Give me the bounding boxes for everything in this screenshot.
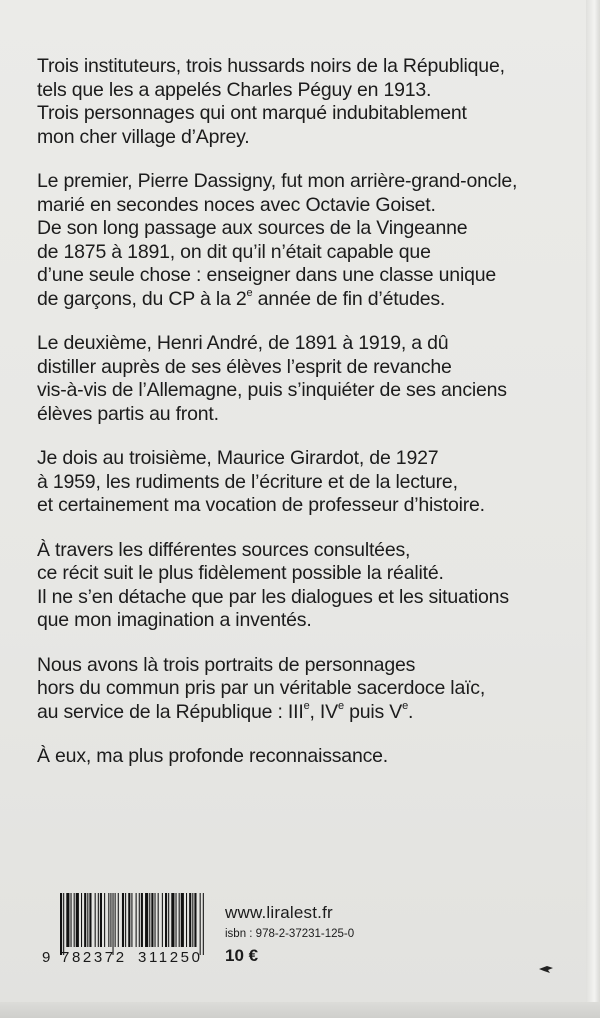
text-line: ce récit suit le plus fidèlement possible la réalité. (37, 562, 444, 584)
text-fragment: année de fin d’études. (252, 287, 446, 310)
barcode-bar (179, 893, 180, 947)
text-line: Trois personnages qui ont marqué indubitablement (37, 102, 467, 124)
barcode-bar (113, 893, 114, 955)
barcode-bar (81, 893, 82, 947)
barcode-bar (149, 893, 150, 947)
ink-mark (538, 964, 554, 974)
barcode-bar (89, 893, 91, 947)
text-fragment: , IV (309, 700, 338, 723)
text-fragment: puis V (343, 700, 403, 723)
paragraph-3 (37, 332, 557, 426)
text-line: Le premier, Pierre Dassigny, fut mon arrière-grand-oncle, (37, 170, 518, 192)
barcode-bar (74, 893, 75, 947)
barcode-bar (203, 893, 204, 955)
cover-bottom-edge (0, 1002, 600, 1018)
isbn-number: isbn : 978-2-37231-125-0 (225, 928, 355, 940)
barcode-bar (189, 893, 191, 947)
cover-fold-edge (586, 0, 600, 1018)
barcode-bar (158, 893, 159, 947)
isbn-barcode (42, 893, 217, 971)
barcode-bar (118, 893, 119, 947)
barcode-bar (115, 893, 116, 947)
text-fragment: . (408, 700, 414, 723)
paragraph-7 (37, 745, 557, 769)
text-line: mon cher village d’Aprey. (37, 125, 250, 148)
barcode-bar (139, 893, 140, 947)
barcode-bar (71, 893, 72, 947)
text-line: et certainement ma vocation de professeur d’histoire. (37, 494, 485, 516)
barcode-left-group: 782372 (61, 949, 127, 966)
text-line: Nous avons là trois portraits de personnages (37, 653, 416, 676)
barcode-bar (171, 893, 174, 947)
paragraph-5 (37, 539, 557, 633)
barcode-bar (155, 893, 156, 947)
barcode-bar (192, 893, 193, 947)
barcode-bar (131, 893, 132, 947)
text-fragment: au service de la République : III (37, 700, 304, 723)
paragraph-2 (37, 170, 557, 311)
barcode-bar (125, 893, 126, 947)
paragraph-6 (37, 654, 557, 725)
barcode-bar (151, 893, 153, 947)
barcode-bar (122, 893, 124, 947)
paragraph-1 (37, 55, 557, 149)
text-line: vis-à-vis de l’Allemagne, puis s’inquiéter de ses anciens (37, 379, 507, 401)
barcode-bar (162, 893, 163, 947)
barcode-bar (100, 893, 102, 947)
barcode-bar (128, 893, 130, 947)
ordinal-superscript: e (337, 700, 344, 712)
text-line: élèves partis au front. (37, 402, 219, 425)
text-line: hors du commun pris par un véritable sacerdoce laïc, (37, 677, 486, 699)
text-line: Il ne s’en détache que par les dialogues et les situations (37, 585, 509, 608)
text-line: d’une seule chose : enseigner dans une classe unique (37, 264, 497, 286)
text-line: marié en secondes noces avec Octavie Goiset. (37, 193, 436, 216)
barcode-bar (87, 893, 88, 947)
barcode-bar (98, 893, 99, 947)
barcode-bar (168, 893, 169, 947)
barcode-bar (165, 893, 167, 947)
barcode-bar (108, 893, 109, 947)
text-line: tels que les a appelés Charles Péguy en 1913. (37, 78, 432, 101)
barcode-bar (76, 893, 79, 947)
barcode-bars (52, 893, 212, 955)
barcode-bar (194, 893, 196, 947)
barcode-bar (110, 893, 111, 947)
text-line: Le deuxième, Henri André, de 1891 à 1919, a dû (37, 332, 449, 354)
text-line: de 1875 à 1891, on dit qu’il n’était capable que (37, 240, 431, 263)
barcode-bar (95, 893, 96, 947)
publisher-info (225, 903, 354, 966)
barcode-bar (63, 893, 64, 955)
barcode-bar (141, 893, 143, 947)
ordinal-superscript: e (402, 700, 409, 712)
barcode-bar (84, 893, 86, 947)
barcode-bar (200, 893, 201, 955)
text-line (37, 701, 557, 725)
text-line: Je dois au troisième, Maurice Girardot, de 1927 (37, 447, 439, 469)
text-line: distiller auprès de ses élèves l’esprit de revanche (37, 355, 452, 378)
text-line: À travers les différentes sources consultées, (37, 538, 411, 561)
ordinal-superscript: e (246, 287, 253, 299)
barcode-right-group: 311250 (138, 949, 203, 966)
publisher-website[interactable]: www.liralest.fr (225, 903, 333, 922)
text-line (37, 288, 557, 312)
paragraph-4 (37, 447, 557, 518)
barcode-bar (176, 893, 177, 947)
text-line: De son long passage aux sources de la Vingeanne (37, 217, 468, 239)
barcode-bar (60, 893, 62, 955)
text-line: à 1959, les rudiments de l’écriture et de la lecture, (37, 470, 458, 493)
barcode-first-digit: 9 (42, 949, 51, 966)
text-line: que mon imagination a inventés. (37, 609, 312, 631)
price: 10 € (225, 946, 259, 965)
text-line: Trois instituteurs, trois hussards noirs de la République, (37, 55, 505, 77)
ordinal-superscript: e (303, 700, 310, 712)
text-fragment: de garçons, du CP à la 2 (37, 287, 247, 310)
text-line: À eux, ma plus profonde reconnaissance. (37, 745, 388, 767)
barcode-bar (186, 893, 187, 947)
barcode-bar (145, 893, 148, 947)
blurb-text (37, 55, 557, 790)
barcode-bar (66, 893, 69, 947)
barcode-bar (104, 893, 105, 947)
barcode-bar (136, 893, 137, 947)
barcode-bar (181, 893, 184, 947)
